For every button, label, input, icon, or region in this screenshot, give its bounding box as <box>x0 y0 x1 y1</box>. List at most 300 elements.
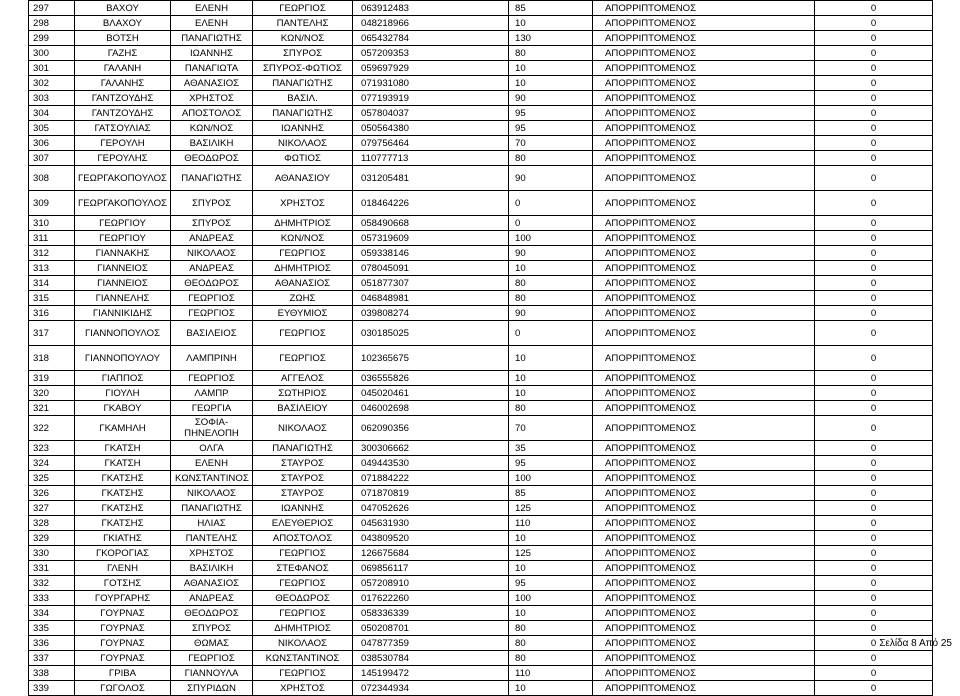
cell-id-number: 058336339 <box>353 606 509 621</box>
cell-first-name: ΘΕΟΔΩΡΟΣ <box>171 276 253 291</box>
cell-status: ΑΠΟΡΡΙΠΤΟΜΕΝΟΣ <box>593 31 815 46</box>
cell-father-name: ΚΩΝ/ΝΟΣ <box>253 231 353 246</box>
cell-father-name: ΖΩΗΣ <box>253 291 353 306</box>
cell-first-name: ΠΑΝΑΓΙΩΤΗΣ <box>171 501 253 516</box>
cell-father-name: ΣΤΕΦΑΝΟΣ <box>253 561 353 576</box>
cell-id-number: 038530784 <box>353 651 509 666</box>
cell-row-number: 308 <box>29 166 75 191</box>
cell-points: 100 <box>509 231 593 246</box>
table-row <box>29 576 933 591</box>
cell-surname: ΓΑΝΤΖΟΥΔΗΣ <box>75 91 171 106</box>
cell-surname: ΓΙΑΝΝΕΙΟΣ <box>75 261 171 276</box>
cell-father-name: ΓΕΩΡΓΙΟΣ <box>253 546 353 561</box>
cell-points: 80 <box>509 291 593 306</box>
cell-id-number: 045631930 <box>353 516 509 531</box>
cell-first-name: ΑΝΔΡΕΑΣ <box>171 261 253 276</box>
cell-id-number: 046848981 <box>353 291 509 306</box>
cell-score: 0 <box>815 246 933 261</box>
cell-status: ΑΠΟΡΡΙΠΤΟΜΕΝΟΣ <box>593 306 815 321</box>
table-row <box>29 636 933 651</box>
cell-first-name: ΚΩΝ/ΝΟΣ <box>171 121 253 136</box>
cell-points: 10 <box>509 61 593 76</box>
cell-status: ΑΠΟΡΡΙΠΤΟΜΕΝΟΣ <box>593 386 815 401</box>
cell-score: 0 <box>815 166 933 191</box>
cell-first-name: ΚΩΝΣΤΑΝΤΙΝΟΣ <box>171 471 253 486</box>
table-row <box>29 346 933 371</box>
cell-father-name: ΕΛΕΥΘΕΡΙΟΣ <box>253 516 353 531</box>
cell-father-name: ΚΩΝΣΤΑΝΤΙΝΟΣ <box>253 651 353 666</box>
cell-surname: ΓΑΛΑΝΗ <box>75 61 171 76</box>
table-row <box>29 61 933 76</box>
cell-status: ΑΠΟΡΡΙΠΤΟΜΕΝΟΣ <box>593 546 815 561</box>
cell-first-name: ΟΛΓΑ <box>171 441 253 456</box>
cell-row-number: 298 <box>29 16 75 31</box>
cell-surname: ΓΚΑΤΣΗΣ <box>75 486 171 501</box>
table-row <box>29 546 933 561</box>
table-row <box>29 136 933 151</box>
cell-score: 0 <box>815 636 933 651</box>
cell-id-number: 126675684 <box>353 546 509 561</box>
cell-score: 0 <box>815 276 933 291</box>
cell-surname: ΓΟΤΣΗΣ <box>75 576 171 591</box>
cell-father-name: ΣΠΥΡΟΣ <box>253 46 353 61</box>
cell-row-number: 302 <box>29 76 75 91</box>
cell-row-number: 299 <box>29 31 75 46</box>
cell-id-number: 300306662 <box>353 441 509 456</box>
cell-score: 0 <box>815 106 933 121</box>
table-row <box>29 621 933 636</box>
cell-first-name: ΝΙΚΟΛΑΟΣ <box>171 486 253 501</box>
cell-score: 0 <box>815 1 933 16</box>
cell-row-number: 338 <box>29 666 75 681</box>
cell-father-name: ΒΑΣΙΛ. <box>253 91 353 106</box>
cell-status: ΑΠΟΡΡΙΠΤΟΜΕΝΟΣ <box>593 246 815 261</box>
cell-score: 0 <box>815 561 933 576</box>
cell-points: 80 <box>509 151 593 166</box>
cell-row-number: 317 <box>29 321 75 346</box>
cell-score: 0 <box>815 606 933 621</box>
cell-surname: ΓΟΥΡΝΑΣ <box>75 606 171 621</box>
cell-status: ΑΠΟΡΡΙΠΤΟΜΕΝΟΣ <box>593 91 815 106</box>
cell-row-number: 319 <box>29 371 75 386</box>
cell-first-name: ΑΝΔΡΕΑΣ <box>171 591 253 606</box>
cell-status: ΑΠΟΡΡΙΠΤΟΜΕΝΟΣ <box>593 76 815 91</box>
cell-father-name: ΣΠΥΡΟΣ-ΦΩΤΙΟΣ <box>253 61 353 76</box>
cell-first-name: ΣΠΥΡΙΔΩΝ <box>171 681 253 696</box>
table-row <box>29 561 933 576</box>
cell-status: ΑΠΟΡΡΙΠΤΟΜΕΝΟΣ <box>593 471 815 486</box>
table-row <box>29 76 933 91</box>
cell-score: 0 <box>815 121 933 136</box>
cell-status: ΑΠΟΡΡΙΠΤΟΜΕΝΟΣ <box>593 166 815 191</box>
table-row <box>29 531 933 546</box>
cell-score: 0 <box>815 76 933 91</box>
cell-father-name: ΔΗΜΗΤΡΙΟΣ <box>253 621 353 636</box>
cell-score: 0 <box>815 61 933 76</box>
cell-row-number: 329 <box>29 531 75 546</box>
cell-points: 70 <box>509 136 593 151</box>
cell-id-number: 102365675 <box>353 346 509 371</box>
table-row <box>29 321 933 346</box>
cell-score: 0 <box>815 531 933 546</box>
cell-row-number: 327 <box>29 501 75 516</box>
cell-points: 10 <box>509 346 593 371</box>
table-row <box>29 216 933 231</box>
cell-points: 90 <box>509 246 593 261</box>
cell-status: ΑΠΟΡΡΙΠΤΟΜΕΝΟΣ <box>593 16 815 31</box>
cell-score: 0 <box>815 401 933 416</box>
cell-id-number: 018464226 <box>353 191 509 216</box>
cell-score: 0 <box>815 136 933 151</box>
cell-id-number: 077193919 <box>353 91 509 106</box>
cell-status: ΑΠΟΡΡΙΠΤΟΜΕΝΟΣ <box>593 121 815 136</box>
cell-surname: ΒΑΧΟΥ <box>75 1 171 16</box>
cell-surname: ΓΕΡΟΥΛΗ <box>75 136 171 151</box>
table-row <box>29 276 933 291</box>
cell-surname: ΓΙΟΥΛΗ <box>75 386 171 401</box>
cell-row-number: 333 <box>29 591 75 606</box>
cell-father-name: ΠΑΝΑΓΙΩΤΗΣ <box>253 106 353 121</box>
cell-surname: ΓΑΝΤΖΟΥΔΗΣ <box>75 106 171 121</box>
cell-id-number: 065432784 <box>353 31 509 46</box>
cell-id-number: 030185025 <box>353 321 509 346</box>
cell-score: 0 <box>815 501 933 516</box>
cell-father-name: ΓΕΩΡΓΙΟΣ <box>253 346 353 371</box>
cell-surname: ΓΑΛΑΝΗΣ <box>75 76 171 91</box>
cell-score: 0 <box>815 681 933 696</box>
cell-status: ΑΠΟΡΡΙΠΤΟΜΕΝΟΣ <box>593 1 815 16</box>
cell-points: 125 <box>509 546 593 561</box>
cell-points: 85 <box>509 1 593 16</box>
cell-row-number: 313 <box>29 261 75 276</box>
cell-row-number: 316 <box>29 306 75 321</box>
cell-surname: ΓΑΤΣΟΥΛΙΑΣ <box>75 121 171 136</box>
cell-points: 95 <box>509 106 593 121</box>
cell-surname: ΓΕΩΡΓΑΚΟΠΟΥΛΟΣ <box>75 166 171 191</box>
cell-status: ΑΠΟΡΡΙΠΤΟΜΕΝΟΣ <box>593 321 815 346</box>
cell-father-name: ΑΠΟΣΤΟΛΟΣ <box>253 531 353 546</box>
cell-score: 0 <box>815 666 933 681</box>
cell-first-name: ΛΑΜΠΡ <box>171 386 253 401</box>
cell-status: ΑΠΟΡΡΙΠΤΟΜΕΝΟΣ <box>593 216 815 231</box>
cell-first-name: ΣΠΥΡΟΣ <box>171 621 253 636</box>
cell-father-name: ΣΤΑΥΡΟΣ <box>253 456 353 471</box>
cell-row-number: 312 <box>29 246 75 261</box>
cell-id-number: 057319609 <box>353 231 509 246</box>
cell-surname: ΓΙΑΝΝΕΛΗΣ <box>75 291 171 306</box>
cell-status: ΑΠΟΡΡΙΠΤΟΜΕΝΟΣ <box>593 636 815 651</box>
cell-score: 0 <box>815 486 933 501</box>
cell-id-number: 043809520 <box>353 531 509 546</box>
table-row <box>29 471 933 486</box>
cell-id-number: 071870819 <box>353 486 509 501</box>
cell-row-number: 314 <box>29 276 75 291</box>
cell-status: ΑΠΟΡΡΙΠΤΟΜΕΝΟΣ <box>593 346 815 371</box>
cell-father-name: ΙΩΑΝΝΗΣ <box>253 121 353 136</box>
cell-points: 95 <box>509 576 593 591</box>
cell-father-name: ΝΙΚΟΛΑΟΣ <box>253 416 353 441</box>
cell-score: 0 <box>815 91 933 106</box>
cell-status: ΑΠΟΡΡΙΠΤΟΜΕΝΟΣ <box>593 401 815 416</box>
cell-father-name: ΑΓΓΕΛΟΣ <box>253 371 353 386</box>
cell-row-number: 303 <box>29 91 75 106</box>
cell-first-name: ΓΕΩΡΓΙΟΣ <box>171 306 253 321</box>
cell-row-number: 315 <box>29 291 75 306</box>
cell-status: ΑΠΟΡΡΙΠΤΟΜΕΝΟΣ <box>593 106 815 121</box>
cell-score: 0 <box>815 651 933 666</box>
cell-father-name: ΓΕΩΡΓΙΟΣ <box>253 1 353 16</box>
cell-father-name: ΣΤΑΥΡΟΣ <box>253 486 353 501</box>
cell-father-name: ΑΘΑΝΑΣΙΟΣ <box>253 276 353 291</box>
table-row <box>29 486 933 501</box>
cell-points: 0 <box>509 191 593 216</box>
cell-id-number: 047877359 <box>353 636 509 651</box>
cell-surname: ΓΕΩΡΓΙΟΥ <box>75 216 171 231</box>
cell-score: 0 <box>815 306 933 321</box>
cell-surname: ΒΟΤΣΗ <box>75 31 171 46</box>
cell-score: 0 <box>815 46 933 61</box>
cell-first-name: ΕΛΕΝΗ <box>171 16 253 31</box>
cell-id-number: 050208701 <box>353 621 509 636</box>
cell-row-number: 300 <box>29 46 75 61</box>
cell-father-name: ΝΙΚΟΛΑΟΣ <box>253 636 353 651</box>
table-row <box>29 681 933 696</box>
cell-surname: ΓΙΑΝΝΕΙΟΣ <box>75 276 171 291</box>
cell-id-number: 072344934 <box>353 681 509 696</box>
cell-father-name: ΑΘΑΝΑΣΙΟΥ <box>253 166 353 191</box>
cell-score: 0 <box>815 16 933 31</box>
cell-first-name: ΓΕΩΡΓΙΟΣ <box>171 371 253 386</box>
cell-status: ΑΠΟΡΡΙΠΤΟΜΕΝΟΣ <box>593 371 815 386</box>
cell-status: ΑΠΟΡΡΙΠΤΟΜΕΝΟΣ <box>593 486 815 501</box>
table-body <box>29 1 933 696</box>
cell-points: 85 <box>509 486 593 501</box>
table-row <box>29 291 933 306</box>
cell-points: 0 <box>509 321 593 346</box>
cell-row-number: 306 <box>29 136 75 151</box>
cell-surname: ΓΕΩΡΓΑΚΟΠΟΥΛΟΣ <box>75 191 171 216</box>
cell-points: 95 <box>509 121 593 136</box>
cell-score: 0 <box>815 591 933 606</box>
cell-id-number: 057804037 <box>353 106 509 121</box>
cell-row-number: 311 <box>29 231 75 246</box>
cell-surname: ΓΟΥΡΝΑΣ <box>75 651 171 666</box>
cell-first-name: ΛΑΜΠΡΙΝΗ <box>171 346 253 371</box>
cell-id-number: 069856117 <box>353 561 509 576</box>
table-row <box>29 501 933 516</box>
cell-id-number: 046002698 <box>353 401 509 416</box>
cell-status: ΑΠΟΡΡΙΠΤΟΜΕΝΟΣ <box>593 516 815 531</box>
cell-id-number: 078045091 <box>353 261 509 276</box>
cell-surname: ΓΡΙΒΑ <box>75 666 171 681</box>
cell-row-number: 337 <box>29 651 75 666</box>
cell-father-name: ΔΗΜΗΤΡΙΟΣ <box>253 216 353 231</box>
cell-row-number: 320 <box>29 386 75 401</box>
cell-first-name: ΙΩΑΝΝΗΣ <box>171 46 253 61</box>
cell-surname: ΓΛΕΝΗ <box>75 561 171 576</box>
table-row <box>29 441 933 456</box>
cell-points: 80 <box>509 621 593 636</box>
page-number: Σελίδα 8 Από 25 <box>879 638 952 649</box>
cell-status: ΑΠΟΡΡΙΠΤΟΜΕΝΟΣ <box>593 606 815 621</box>
cell-first-name: ΠΑΝΑΓΙΩΤΗΣ <box>171 166 253 191</box>
cell-row-number: 334 <box>29 606 75 621</box>
cell-score: 0 <box>815 416 933 441</box>
table-row <box>29 246 933 261</box>
cell-points: 80 <box>509 276 593 291</box>
cell-father-name: ΠΑΝΤΕΛΗΣ <box>253 16 353 31</box>
cell-father-name: ΒΑΣΙΛΕΙΟΥ <box>253 401 353 416</box>
cell-score: 0 <box>815 516 933 531</box>
cell-id-number: 071884222 <box>353 471 509 486</box>
cell-row-number: 325 <box>29 471 75 486</box>
table-row <box>29 371 933 386</box>
cell-father-name: ΣΩΤΗΡΙΟΣ <box>253 386 353 401</box>
table-row <box>29 456 933 471</box>
cell-status: ΑΠΟΡΡΙΠΤΟΜΕΝΟΣ <box>593 441 815 456</box>
cell-score: 0 <box>815 151 933 166</box>
cell-first-name: ΕΛΕΝΗ <box>171 1 253 16</box>
cell-status: ΑΠΟΡΡΙΠΤΟΜΕΝΟΣ <box>593 561 815 576</box>
cell-points: 10 <box>509 16 593 31</box>
cell-first-name: ΣΠΥΡΟΣ <box>171 216 253 231</box>
cell-points: 0 <box>509 216 593 231</box>
table-row <box>29 416 933 441</box>
cell-score: 0 <box>815 386 933 401</box>
cell-points: 10 <box>509 261 593 276</box>
cell-first-name: ΣΠΥΡΟΣ <box>171 191 253 216</box>
cell-id-number: 050564380 <box>353 121 509 136</box>
cell-surname: ΓΟΥΡΓΑΡΗΣ <box>75 591 171 606</box>
cell-score: 0 <box>815 216 933 231</box>
cell-points: 10 <box>509 606 593 621</box>
cell-status: ΑΠΟΡΡΙΠΤΟΜΕΝΟΣ <box>593 531 815 546</box>
cell-row-number: 332 <box>29 576 75 591</box>
cell-row-number: 307 <box>29 151 75 166</box>
cell-row-number: 297 <box>29 1 75 16</box>
cell-id-number: 039808274 <box>353 306 509 321</box>
cell-id-number: 049443530 <box>353 456 509 471</box>
cell-row-number: 324 <box>29 456 75 471</box>
cell-points: 95 <box>509 456 593 471</box>
cell-id-number: 071931080 <box>353 76 509 91</box>
cell-surname: ΓΟΥΡΝΑΣ <box>75 621 171 636</box>
cell-row-number: 309 <box>29 191 75 216</box>
cell-points: 10 <box>509 76 593 91</box>
cell-points: 80 <box>509 46 593 61</box>
cell-points: 10 <box>509 371 593 386</box>
table-row <box>29 606 933 621</box>
cell-status: ΑΠΟΡΡΙΠΤΟΜΕΝΟΣ <box>593 191 815 216</box>
cell-father-name: ΓΕΩΡΓΙΟΣ <box>253 246 353 261</box>
table-row <box>29 151 933 166</box>
cell-status: ΑΠΟΡΡΙΠΤΟΜΕΝΟΣ <box>593 681 815 696</box>
cell-id-number: 058490668 <box>353 216 509 231</box>
cell-first-name: ΑΠΟΣΤΟΛΟΣ <box>171 106 253 121</box>
cell-score: 0 <box>815 291 933 306</box>
cell-father-name: ΧΡΗΣΤΟΣ <box>253 191 353 216</box>
cell-first-name: ΒΑΣΙΛΙΚΗ <box>171 136 253 151</box>
cell-surname: ΓΚΑΤΣΗΣ <box>75 516 171 531</box>
cell-score: 0 <box>815 546 933 561</box>
cell-first-name: ΓΕΩΡΓΙΑ <box>171 401 253 416</box>
cell-score: 0 <box>815 261 933 276</box>
cell-status: ΑΠΟΡΡΙΠΤΟΜΕΝΟΣ <box>593 46 815 61</box>
cell-row-number: 330 <box>29 546 75 561</box>
cell-first-name: ΠΑΝΑΓΙΩΤΗΣ <box>171 31 253 46</box>
cell-surname: ΓΕΡΟΥΛΗΣ <box>75 151 171 166</box>
cell-status: ΑΠΟΡΡΙΠΤΟΜΕΝΟΣ <box>593 231 815 246</box>
cell-surname: ΓΚΑΤΣΗΣ <box>75 471 171 486</box>
cell-id-number: 059697929 <box>353 61 509 76</box>
cell-row-number: 326 <box>29 486 75 501</box>
cell-father-name: ΦΩΤΙΟΣ <box>253 151 353 166</box>
cell-status: ΑΠΟΡΡΙΠΤΟΜΕΝΟΣ <box>593 651 815 666</box>
cell-score: 0 <box>815 346 933 371</box>
cell-father-name: ΧΡΗΣΤΟΣ <box>253 681 353 696</box>
cell-first-name: ΑΘΑΝΑΣΙΟΣ <box>171 576 253 591</box>
cell-id-number: 145199472 <box>353 666 509 681</box>
table-row <box>29 261 933 276</box>
cell-surname: ΓΕΩΡΓΙΟΥ <box>75 231 171 246</box>
cell-surname: ΒΛΑΧΟΥ <box>75 16 171 31</box>
cell-row-number: 336 <box>29 636 75 651</box>
table-row <box>29 91 933 106</box>
cell-score: 0 <box>815 31 933 46</box>
table-row <box>29 191 933 216</box>
cell-row-number: 310 <box>29 216 75 231</box>
cell-score: 0 <box>815 371 933 386</box>
cell-id-number: 057209353 <box>353 46 509 61</box>
cell-points: 80 <box>509 651 593 666</box>
cell-points: 35 <box>509 441 593 456</box>
cell-points: 90 <box>509 166 593 191</box>
cell-first-name: ΝΙΚΟΛΑΟΣ <box>171 246 253 261</box>
cell-id-number: 079756464 <box>353 136 509 151</box>
cell-row-number: 339 <box>29 681 75 696</box>
cell-row-number: 323 <box>29 441 75 456</box>
cell-father-name: ΓΕΩΡΓΙΟΣ <box>253 606 353 621</box>
cell-first-name: ΧΡΗΣΤΟΣ <box>171 546 253 561</box>
cell-surname: ΓΚΑΤΣΗΣ <box>75 501 171 516</box>
cell-surname: ΓΙΑΝΝΙΚΙΔΗΣ <box>75 306 171 321</box>
cell-surname: ΓΟΥΡΝΑΣ <box>75 636 171 651</box>
cell-father-name: ΝΙΚΟΛΑΟΣ <box>253 136 353 151</box>
cell-surname: ΓΙΑΝΝΟΠΟΥΛΟΣ <box>75 321 171 346</box>
cell-points: 90 <box>509 306 593 321</box>
cell-father-name: ΣΤΑΥΡΟΣ <box>253 471 353 486</box>
cell-first-name: ΧΡΗΣΤΟΣ <box>171 91 253 106</box>
cell-id-number: 051877307 <box>353 276 509 291</box>
cell-id-number: 057208910 <box>353 576 509 591</box>
cell-id-number: 063912483 <box>353 1 509 16</box>
cell-first-name: ΘΩΜΑΣ <box>171 636 253 651</box>
cell-points: 100 <box>509 591 593 606</box>
cell-points: 10 <box>509 531 593 546</box>
table-row <box>29 1 933 16</box>
cell-surname: ΓΚΑΤΣΗ <box>75 456 171 471</box>
table-row <box>29 401 933 416</box>
cell-first-name: ΘΕΟΔΩΡΟΣ <box>171 606 253 621</box>
cell-row-number: 301 <box>29 61 75 76</box>
cell-score: 0 <box>815 471 933 486</box>
cell-id-number: 059338146 <box>353 246 509 261</box>
cell-points: 80 <box>509 636 593 651</box>
cell-father-name: ΙΩΑΝΝΗΣ <box>253 501 353 516</box>
cell-score: 0 <box>815 231 933 246</box>
cell-row-number: 321 <box>29 401 75 416</box>
table-row <box>29 166 933 191</box>
